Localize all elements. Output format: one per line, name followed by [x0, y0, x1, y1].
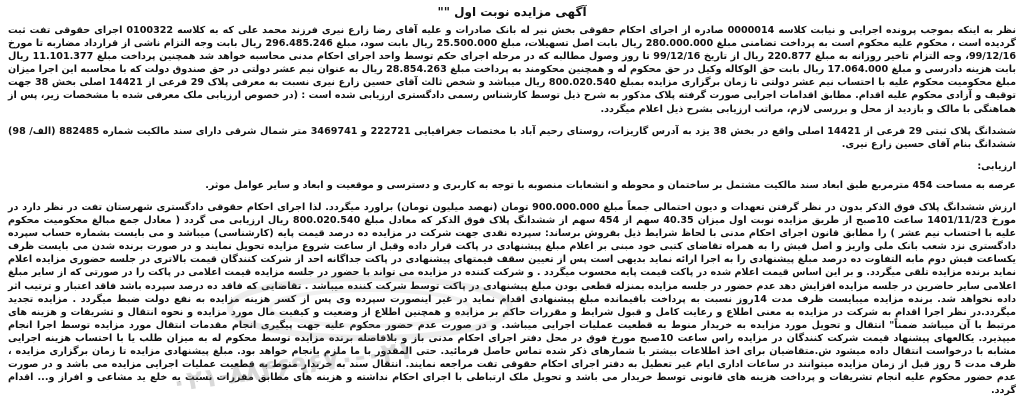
watermark-phone: ۰۲۱-۸۸۴۶۹۶۷۰-۰۲۱: [169, 335, 415, 399]
auction-terms-paragraph: ارزش ششدانگ پلاک فوق الذکر بدون در نظر گرفتن تعهدات و دیون احتمالی جمعاً مبلغ 900.000.000 تومان (نهصد میلیون تومان) براورد میگردد. لذا اجرای احکام حقوقی دادگستری شهرستان تفت در نظر دارد در مورخ 1401/11/23 ساعت 10صبح از طریق مزایده نوبت اول میزان 40.35 سهم از 454 سهم از ششدانگ پلاک فوق الذکر که معادل مبلغ 800.020.540 ریال ارزیابی می گردد ( معادل جمع مبالغ محکومیت محکوم علیه با احتساب نیم عشر ) را مطابق قانون اجرای احکام مدنی با لحاظ شرایط ذیل بفروش برساند: سپرده نقدی جهت شرکت در مزایده ده درصد قیمت پایه (کارشناسی) میباشد و می بایست بشماره حساب سپرده دادگستری نزد شعب بانک ملی واریز و اصل فیش را به همراه تقاضای کتبی خود مبنی بر اعلام مبلغ پیشنهادی در پاکت قرار داده وقبل از ساعت شروع مزایده تحویل نمایند و در صورت برنده شدن می بایست ظرف یکساعت فیش دوم مابه التفاوت ده درصد مبلغ پیشنهادی را به اجرا ارائه نماید بدیهی است پس از تعیین سقف قیمتهای پیشنهادی در پاکت جداگانه احد از شرکت کنندگان قیمت بالاتری در جلسه حضوری مزایده اعلام نماید برنده مزایده تلقی میگردد. و بر این اساس قیمت اعلام شده در پاکت قیمت پایه محسوب میگردد . و شرکت کننده در مزایده می تواند با حضور در جلسه مزایده قیمت اعلامی در پاکت را در صورتی که از سایر مبلغ اعلامی سایر حاضرین در جلسه مزایده افزایش دهد عدم حضور در جلسه مزایده بمنزله قطعی بودن مبلغ پیشنهادی در پاکت توسط شرکت کننده میباشد . تقاضایی که فاقد ده درصد سپرده باشد فاقد اعتبار و ترتیب اثر داده نخواهد شد. برنده مزایده میبایست ظرف مدت 14روز نسبت به پرداخت باقیمانده مبلغ پیشنهادی اقدام نماید در غیر اینصورت سپرده وی پس از کسر هزینه مزایده به نفع دولت ضبط میگردد . مزایده تجدید میگردد.در نظر اجرا اقدام به شرکت در مزایده به معنی اطلاع و رعایت کامل و قبول شرایط و مقررات حاکم بر مزایده و همچنین اطلاع از وضعیت و کیفیت مال مورد مزایده و نحوه انتقال و تشریفات و هزینه های مرتبط با آن میباشد ضمناً" انتقال و تحویل مورد مزایده به خریدار منوط به قطعیت عملیات اجرایی میباشد. و در صورت عدم حضور محکوم علیه جهت پیگیری انجام مقدمات انتقال مورد مزایده توسط اجرا انجام میپذیرد. یکالعهای پیشنهاد قیمت شرکت کنندگان در مزایده راس ساعت 10صبح مورخ فوق در محل دفتر اجرای احکام مدنی باز و بلافاصله برنده مزایده توسط محکوم له به میزان طلب یا با احتساب هزینه اجرایی مشابه با درخواست انتقال داده میشود ش.متقاضیان برای اخذ اطلاعات بیشتر با شمارهای ذکر شده تماس حاصل فرمائید. حتی المقدور با ما ملزم بانجام خواهد بود. مبلغ پیشنهادی مزایده تا زمان برگزاری مزایده ، ظرف مدت 5 روز قبل از زمان مزایده میتوانند در ساعات اداری ایام غیر تعطیل به دفتر اجرای احکام حقوقی تفت مراجعه نمایند. انتقال سند به خریدار منوط به قطعیت عملیات اجرایی مزایده می باشد و در صورت عدم حضور محکوم علیه انجام تشریفات و پرداخت هزینه های قانونی توسط خریدار می باشد و تحویل ملک ارتباطی با اجرای احکام نداشته و هزینه های مطابق مقررات نسبت به خلع ید مشاعی و افراز و... اقدام گردد.: [8, 201, 1016, 397]
property-paragraph: ششدانگ پلاک ثبتی 29 فرعی از 14421 اصلی واقع در بخش 38 یزد به آدرس گاریزات، روستای رحیم آباد با مختصات جغرافیایی 222721 و 3469741 متر شمال شرقی دارای سند مالکیت شماره 882485 (الف/ 98) ششدانگ بنام آقای حسین زارع نیری.: [8, 125, 1017, 150]
area-paragraph: عرصه به مساحت 454 مترمربع طبق ابعاد سند مالکیت مشتمل بر ساختمان و محوطه و انشعابات منصوبه با توجه به کاربری و دسترسی و موقعیت و ابعاد و سایر عوامل موثر.: [205, 179, 1016, 191]
auction-notice: [8, 4, 1016, 412]
valuation-label: ارزیابی:: [977, 160, 1016, 172]
intro-paragraph: نظر به اینکه بموجب پرونده اجرایی و نیابت کلاسه 0000014 صادره از اجرای احکام حقوقی بخش نیر له بانک صادرات و علیه آقای رضا زارع نیری فرزند محمد علی که به کلاسه 0100322 اجرای حقوقی تفت ثبت گردیده است ، محکوم علیه محکوم است به پرداخت تضامنی مبلغ 280.000.000 ریال بابت اصل تسهیلات، مبلغ 25.500.000 ریال بابت سود، مبلغ 296.485.246 ریال بابت وجه التزام ناشی از قرارداد مضاربه تا مورخ 99/12/16، وجه التزام تاخیر روزانه به مبلغ 220.877 ریال از تاریخ 99/12/16 تا روز وصول مطالبه که در مرحله اجرای حکم توسط واحد اجرای احکام مدنی محاسبه خواهد شد همچنین پرداخت مبلغ 11.101.377 ریال بابت هزینه دادرسی و مبلغ 17.064.000 ریال بابت حق الوکاله وکیل در حق محکوم له و همچنین محکومند به پرداخت مبلغ 28.854.263 ریال به عنوان نیم عشر دولتی در حق صندوق دولت که با محاسبه این اجرا میزان مبلغ محکومیت محکوم علیه با احتساب نیم عشر دولتی تا زمان برگزاری مزایده بمبلغ 800.020.540 ریال میباشد و شخص ثالث آقای حسین زارع نیری نسبت به معرفی پلاک 29 فرعی از 14421 اصلی بخش 38 جهت توقیف و آزادی محکوم علیه اقدام. مطابق اقدامات اجرایی صورت گرفته پلاک مذکور به شرح ذیل توسط کارشناس رسمی دادگستری ارزیابی شده است : (در خصوص ارزیابی ملک معرفی شده با مشخصات زیر، پس از هماهنگی با مالک و بازدید از محل و بررسی لازم، مراتب ارزیابی بشرح ذیل اعلام میگردد.: [8, 25, 1017, 115]
notice-title: آگهی مزایده نوبت اول "": [437, 5, 587, 19]
